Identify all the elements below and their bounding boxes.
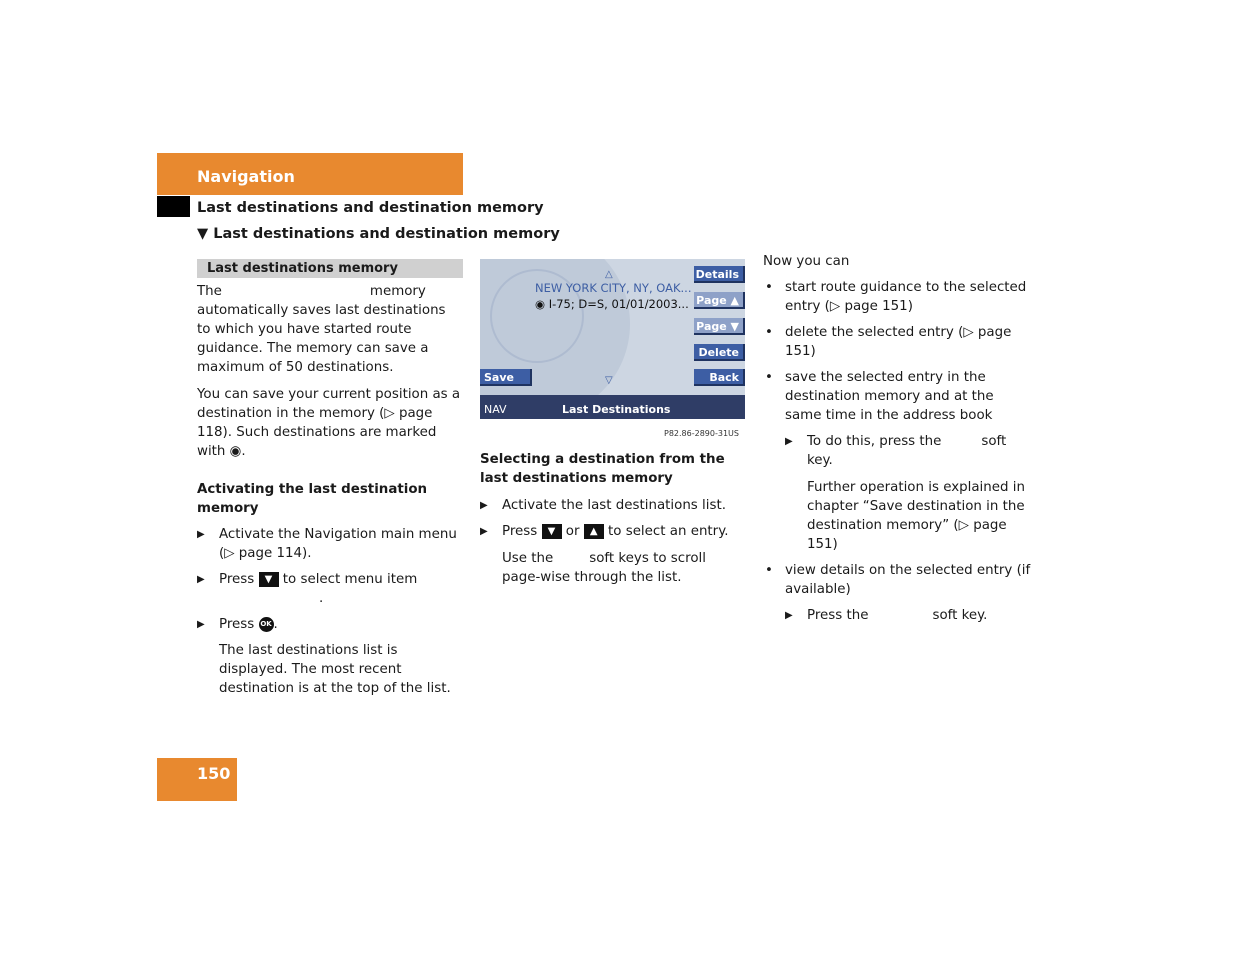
step-save: ▶ To do this, press the soft key. [785, 434, 1007, 468]
bullet-icon: • [765, 563, 773, 578]
list-entry-2: ◉ I-75; D=S, 01/01/2003... [535, 297, 689, 311]
step-details: ▶ Press the soft key. [785, 608, 988, 623]
step-marker-icon: ▶ [480, 500, 488, 511]
screen-status-bar [480, 395, 745, 419]
list-entry-1: NEW YORK CITY, NY, OAK... [535, 281, 692, 295]
paragraph-2: You can save your current position as a destination in the memory (▷ page 118). Such destinations are marked with ◉. [197, 387, 461, 459]
step-activate-menu: ▶ Activate the Navigation main menu (▷ page 114). [197, 527, 457, 561]
figure-code: P82.86-2890-31US [664, 429, 739, 438]
nav-label: NAV [484, 403, 507, 416]
step-press-down: ▶ Press ▼ to select menu item . [197, 572, 418, 606]
step-marker-icon: ▶ [197, 619, 205, 630]
note-further-operation: Further operation is explained in chapter “Save destination in the destination memory” (▷ page 151) [807, 480, 1025, 552]
step-press-ok: ▶ Press OK . [197, 617, 278, 632]
column-3 [763, 252, 1033, 625]
column-2 [480, 450, 746, 587]
heading-activating: Activating the last destination memory [197, 482, 428, 516]
delete-softkey: Delete [694, 344, 745, 361]
back-softkey: Back [694, 369, 745, 386]
scroll-up-icon: △ [605, 269, 613, 280]
page-down-softkey: Page ▼ [694, 318, 745, 335]
arrow-down-key-icon: ▼ [259, 572, 279, 587]
list-item: • view details on the selected entry (if available) [765, 563, 1031, 597]
heading-selecting: Selecting a destination from the last destinations memory [480, 452, 725, 486]
save-softkey: Save [480, 369, 532, 386]
page-number-tab [157, 758, 237, 801]
subsection-title: ▼ Last destinations and destination memory [197, 226, 560, 242]
column-1 [197, 282, 463, 698]
step-marker-icon: ▶ [197, 529, 205, 540]
section-marker [157, 196, 190, 217]
list-item: • delete the selected entry (▷ page 151) [765, 325, 1012, 359]
navigation-screen [480, 259, 745, 419]
step-marker-icon: ▶ [197, 574, 205, 585]
page-number: 150 [197, 764, 231, 783]
step-select-entry: ▶ Press ▼ or ▲ to select an entry. [480, 524, 729, 539]
bullet-icon: • [765, 370, 773, 385]
section-bar-title: Last destinations memory [207, 261, 398, 276]
details-softkey: Details [694, 266, 745, 283]
section-bar [197, 259, 463, 278]
step-marker-icon: ▶ [785, 610, 793, 621]
chapter-tab [157, 153, 463, 195]
step-marker-icon: ▶ [480, 526, 488, 537]
scroll-down-icon: ▽ [605, 375, 613, 386]
paragraph-1: The memory automatically saves last destinations to which you have started route guidance. The memory can save a maximum of 50 destinations. [197, 284, 446, 375]
page-up-softkey: Page ▲ [694, 292, 745, 309]
list-item: • save the selected entry in the destination memory and at the same time in the address book [765, 370, 994, 423]
note-list-displayed: The last destinations list is displayed. The most recent destination is at the top of the list. [219, 643, 451, 696]
section-title: Last destinations and destination memory [197, 200, 544, 216]
screen-title: Last Destinations [562, 403, 671, 416]
arrow-down-key-icon: ▼ [542, 524, 562, 539]
step-activate-list: ▶ Activate the last destinations list. [480, 498, 726, 513]
intro-text: Now you can [763, 254, 850, 269]
note-scroll: Use the soft keys to scroll page-wise through the list. [502, 551, 706, 585]
chapter-title: Navigation [197, 167, 295, 186]
bullet-icon: • [765, 280, 773, 295]
list-item: • start route guidance to the selected entry (▷ page 151) [765, 280, 1027, 314]
ok-button-icon: OK [259, 617, 274, 632]
bullet-icon: • [765, 325, 773, 340]
step-marker-icon: ▶ [785, 436, 793, 447]
arrow-up-key-icon: ▲ [584, 524, 604, 539]
